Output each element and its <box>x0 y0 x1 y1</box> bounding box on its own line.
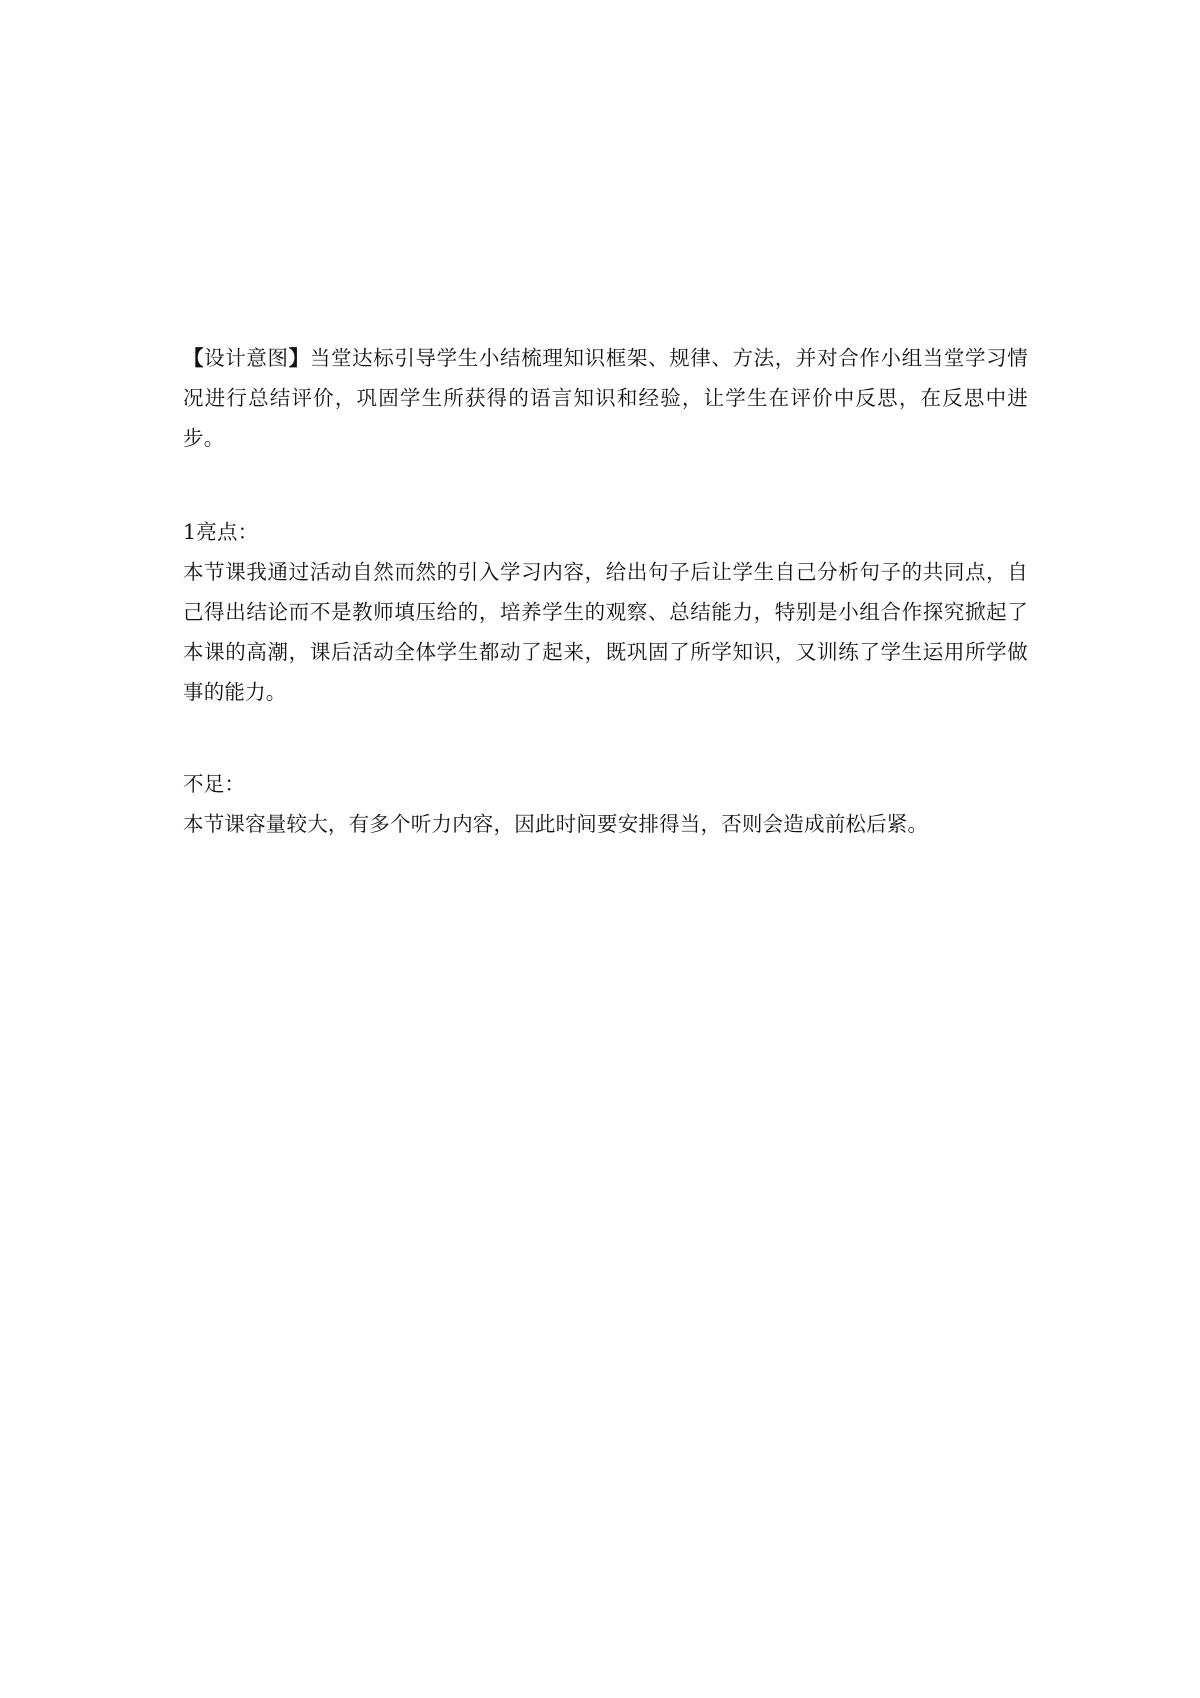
document-body <box>183 338 1028 844</box>
design-intent-text: 当堂达标引导学生小结梳理知识框架、规律、方法，并对合作小组当堂学习情况进行总结评价，巩固学生所获得的语言知识和经验，让学生在评价中反思，在反思中进步。 <box>183 346 1028 450</box>
shortcomings-paragraph: 本节课容量较大，有多个听力内容，因此时间要安排得当，否则会造成前松后紧。 <box>183 812 929 836</box>
highlights-paragraph: 本节课我通过活动自然而然的引入学习内容，给出句子后让学生自己分析句子的共同点，自己得出结论而不是教师填压给的，培养学生的观察、总结能力，特别是小组合作探究掀起了本课的高潮，课后活动全体学生都动了起来，既巩固了所学知识，又训练了学生运用所学做事的能力。 <box>183 560 1028 704</box>
design-intent-bracket-open: 【 <box>183 346 205 370</box>
design-intent-label: 设计意图 <box>204 346 289 370</box>
section-spacer <box>183 712 1028 764</box>
design-intent-bracket-close: 】 <box>288 346 310 370</box>
highlights-heading: 1亮点： <box>183 520 259 544</box>
shortcomings-heading: 不足： <box>183 772 246 796</box>
section-spacer <box>183 458 1028 512</box>
design-intent-paragraph <box>183 338 1028 458</box>
